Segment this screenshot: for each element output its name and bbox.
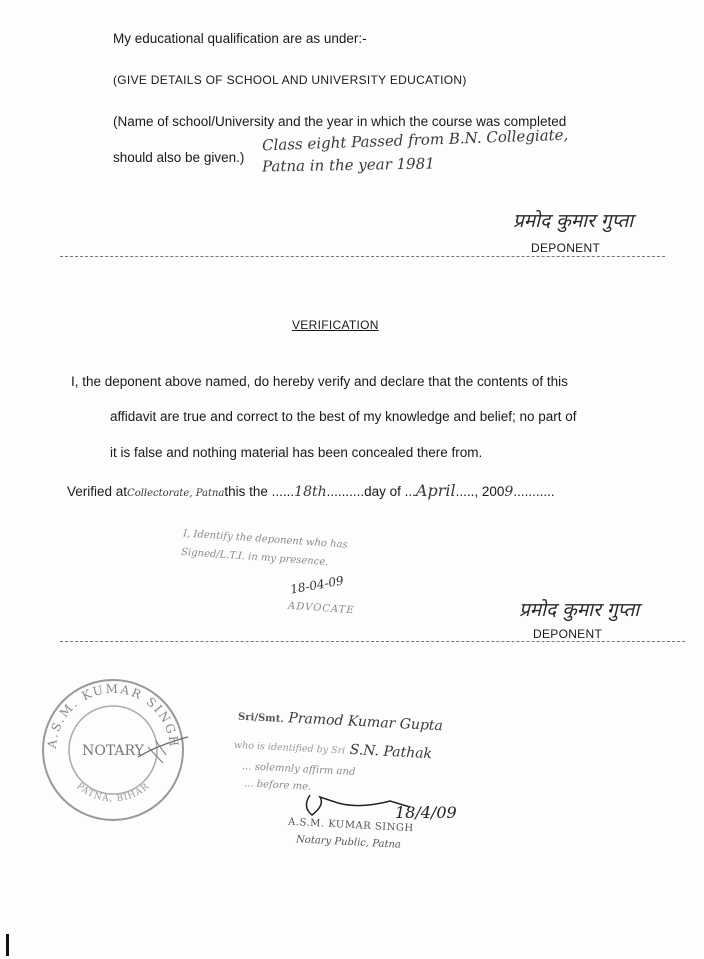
- notary-seal: [38, 675, 188, 825]
- verified-month: April: [415, 481, 456, 500]
- verification-line3: it is false and nothing material has been concealed there from.: [110, 445, 483, 460]
- attestation-line1: [238, 707, 444, 736]
- attestation-line1-name: Pramod Kumar Gupta: [287, 710, 444, 735]
- advocate-label: ADVOCATE: [287, 600, 355, 617]
- deponent-signature-2: प्रमोद कुमार गुप्ता: [519, 599, 640, 621]
- qualification-intro: My educational qualification are as under:-: [113, 31, 367, 46]
- verified-year-digit: 9: [504, 484, 514, 500]
- verified-day-value: 18th: [294, 484, 327, 500]
- seal-lower-text: PATNA, BIHAR: [74, 781, 152, 805]
- deponent-label-1: DEPONENT: [531, 241, 601, 255]
- deponent-label-2: DEPONENT: [533, 627, 603, 641]
- verified-place: Collectorate, Patna: [127, 488, 225, 499]
- handwritten-qualification-line2: Patna in the year 1981: [261, 154, 435, 176]
- attestation-line2: [234, 735, 433, 763]
- divider-2: [60, 641, 685, 642]
- advocate-stamp-line1: I, Identify the deponent who has: [182, 528, 348, 551]
- notary-title-printed: Notary Public, Patna: [295, 834, 402, 851]
- verification-title: VERIFICATION: [292, 318, 379, 332]
- give-details-heading: (GIVE DETAILS OF SCHOOL AND UNIVERSITY EDUCATION): [113, 73, 467, 87]
- verified-prefix: Verified at: [67, 484, 128, 499]
- verified-suffix: ...........: [513, 484, 555, 499]
- attestation-line2-prefix: who is identified by Sri: [233, 739, 346, 757]
- name-instruction-line2: should also be given.): [113, 150, 245, 165]
- name-instruction-line1: (Name of school/University and the year in which the course was completed: [113, 114, 567, 129]
- scan-edge-mark: [6, 934, 9, 956]
- verification-line2: affidavit are true and correct to the best of my knowledge and belief; no part of: [110, 409, 577, 424]
- verified-this-the: this the ......: [224, 484, 295, 499]
- attestation-line2-name: S.N. Pathak: [349, 741, 433, 763]
- svg-text:A.S.M. KUMAR SINGH: [45, 682, 182, 750]
- attestation-line1-prefix: Sri/Smt.: [237, 711, 285, 726]
- attestation-line3: ... solemnly affirm and: [241, 761, 356, 778]
- advocate-stamp-line2: Signed/L.T.I. in my presence.: [180, 546, 329, 569]
- verified-year-prefix: ....., 200: [455, 484, 505, 499]
- advocate-signature: 18-04-09: [289, 573, 345, 597]
- seal-center-text: NOTARY: [82, 743, 144, 759]
- notary-name-printed: A.S.M. KUMAR SINGH: [287, 816, 414, 835]
- seal-ring-icon: [38, 675, 188, 825]
- seal-ring-text: A.S.M. KUMAR SINGH: [44, 681, 182, 750]
- verified-at-line: [67, 481, 555, 500]
- deponent-signature-1: प्रमोद कुमार गुप्ता: [513, 210, 634, 232]
- notary-date: 18/4/09: [395, 803, 457, 822]
- handwritten-qualification-line1: Class eight Passed from B.N. Collegiate,: [261, 125, 569, 155]
- verification-line1: I, the deponent above named, do hereby verify and declare that the contents of this: [71, 374, 568, 389]
- divider-1: [60, 256, 665, 257]
- attestation-line4: ... before me.: [243, 778, 312, 793]
- verified-day-of: ..........day of ...: [326, 484, 416, 499]
